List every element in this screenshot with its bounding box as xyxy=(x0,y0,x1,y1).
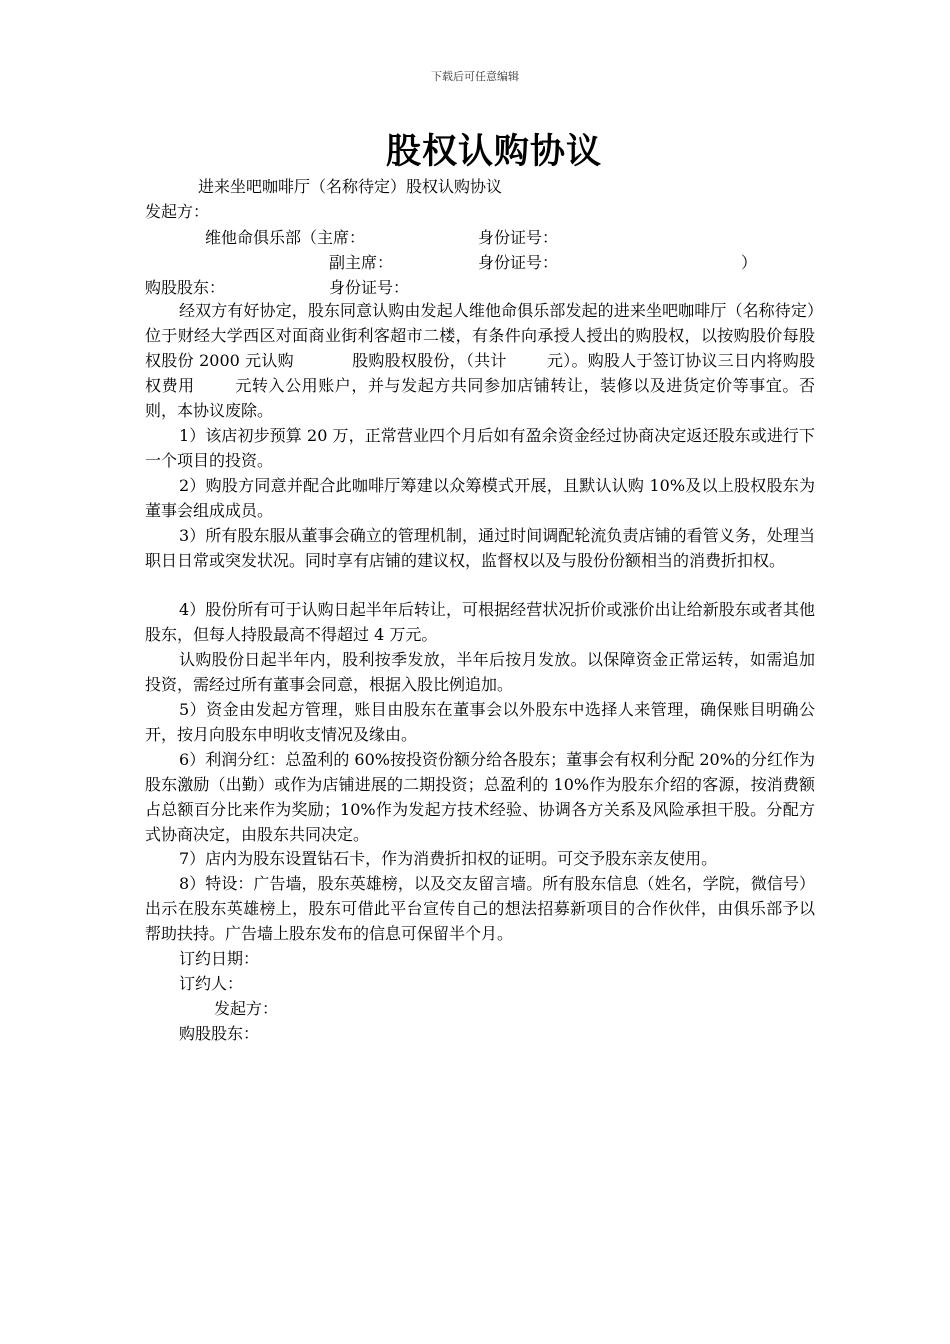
intro-part-2: 股购股权股份，（共计 xyxy=(351,351,507,370)
intro-part-3: 元）。购股人于签订协议三日内将购股权费用 xyxy=(145,351,815,395)
clause-3: 3）所有股东服从董事会确立的管理机制，通过时间调配轮流负责店铺的看管义务，处理当职日日常或突发状况。同时享有店铺的建议权，监督权以及与股份份额相当的消费折扣权。 xyxy=(145,526,815,570)
intro-part-4: 元转入公用账户，并与发起方共同参加店铺转让，装修以及进货定价等事宜。否则，本协议废除。 xyxy=(145,376,815,420)
clause-4: 4）股份所有可于认购日起半年后转让，可根据经营状况折价或涨价出让给新股东或者其他股东，但每人持股最高不得超过 4 万元。 xyxy=(145,600,815,644)
buyer-label: 购股股东： xyxy=(145,278,226,297)
buyer-id-label: 身份证号： xyxy=(329,278,410,297)
document-subtitle: 进来坐吧咖啡厅（名称待定）股权认购协议 xyxy=(198,177,503,196)
vice-chair-id-label: 身份证号： xyxy=(478,253,559,272)
signature-buyer-label: 购股股东： xyxy=(179,1024,260,1043)
signing-date-label: 订约日期： xyxy=(179,949,260,968)
signature-initiator-label: 发起方： xyxy=(214,999,279,1018)
initiator-label: 发起方： xyxy=(145,202,210,221)
vice-chair-close-paren: ） xyxy=(741,253,758,272)
clause-6: 6）利润分红：总盈利的 60%按投资份额分给各股东；董事会有权利分配 20%的分红作为股东激励（出勤）或作为店铺进展的二期投资；总盈利的 10%作为股东介绍的客源，按消费额占总额百分比来作为奖励；10%作为发起方技术经验、协调各方关系及风险承担干股。分配方式协商决定，由股东共同决定。 xyxy=(145,750,815,844)
vice-chair-name: 副主席： xyxy=(329,253,394,272)
intro-paragraph xyxy=(145,298,815,423)
header-note: 下载后可任意编辑 xyxy=(431,70,519,83)
club-chair-id-label: 身份证号： xyxy=(478,228,559,247)
intro-part-1: 经双方有好协定，股东同意认购由发起人维他命俱乐部发起的进来坐吧咖啡厅（名称待定）位于财经大学西区对面商业街利客超市二楼，有条件向承授人授出的购股权，以按购股价每股权股份 2000 元认购 xyxy=(145,301,815,370)
clause-2: 2）购股方同意并配合此咖啡厅筹建以众筹模式开展，且默认认购 10%及以上股权股东为董事会组成成员。 xyxy=(145,476,815,520)
clause-7: 7）店内为股东设置钻石卡，作为消费折扣权的证明。可交予股东亲友使用。 xyxy=(179,849,718,868)
clause-4-dividend: 认购股份日起半年内，股利按季发放，半年后按月发放。以保障资金正常运转，如需追加投资，需经过所有董事会同意，根据入股比例追加。 xyxy=(145,650,815,694)
clause-1: 1）该店初步预算 20 万，正常营业四个月后如有盈余资金经过协商决定返还股东或进行下一个项目的投资。 xyxy=(145,426,815,470)
club-chair-name: 维他命俱乐部（主席： xyxy=(205,228,366,247)
document-title: 股权认购协议 xyxy=(385,131,602,172)
clause-5: 5）资金由发起方管理，账目由股东在董事会以外股东中选择人来管理，确保账目明确公开，按月向股东申明收支情况及缘由。 xyxy=(145,700,815,744)
signing-parties-label: 订约人： xyxy=(179,974,244,993)
clause-8: 8）特设：广告墙，股东英雄榜，以及交友留言墙。所有股东信息（姓名，学院，微信号）出示在股东英雄榜上，股东可借此平台宣传自己的想法招募新项目的合作伙伴，由俱乐部予以帮助扶持。广告墙上股东发布的信息可保留半个月。 xyxy=(145,874,815,943)
